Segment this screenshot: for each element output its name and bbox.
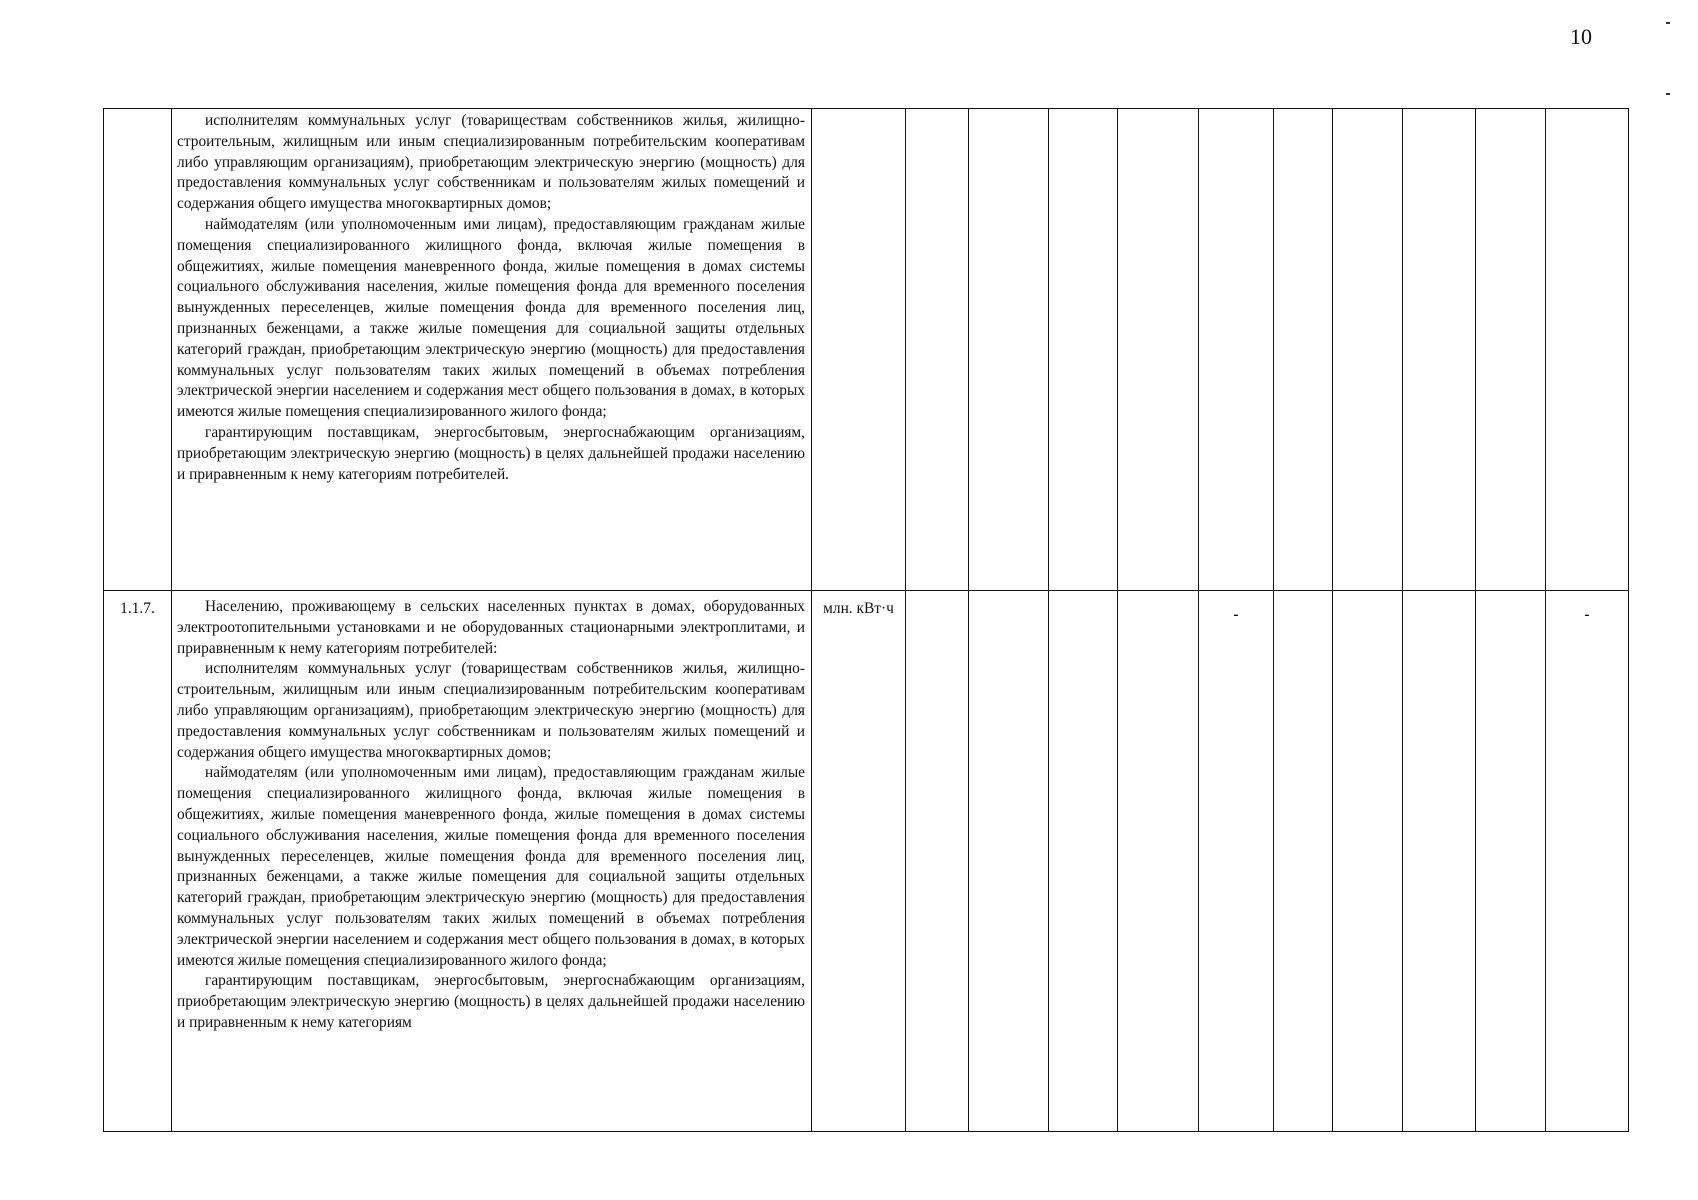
paragraph: гарантирующим поставщикам, энергосбытовым, энергоснабжающим организациям, приобретающим электрическую энергию (мощность) в целях дальнейшей продажи населению и приравненным к нему категориям <box>177 972 805 1031</box>
row-description <box>172 591 812 1132</box>
unit-cell: млн. кВт·ч <box>812 591 906 1132</box>
unit-cell <box>812 109 906 591</box>
scan-mark <box>1666 22 1670 24</box>
value-cell <box>1118 591 1199 1132</box>
paragraph: Населению, проживающему в сельских населенных пунктах в домах, оборудованных электроотопительными установками и не оборудованных стационарными электроплитами, и приравненным к нему категориям потребителей: <box>177 598 805 657</box>
value-cell <box>1476 109 1546 591</box>
scan-mark <box>1666 93 1670 95</box>
paragraph: гарантирующим поставщикам, энергосбытовым, энергоснабжающим организациям, приобретающим электрическую энергию (мощность) в целях дальнейшей продажи населению и приравненным к нему категориям потребителей. <box>177 423 805 483</box>
value-cell <box>969 591 1049 1132</box>
value-cell <box>1049 591 1118 1132</box>
value-cell <box>969 109 1049 591</box>
page-number: 10 <box>1570 24 1592 49</box>
value-cell <box>1333 109 1403 591</box>
value-cell <box>1199 109 1274 591</box>
value-cell <box>1118 109 1199 591</box>
value-cell <box>906 591 969 1132</box>
tariff-table <box>103 108 1629 1132</box>
paragraph: исполнителям коммунальных услуг (товариществам собственников жилья, жилищно-строительным, жилищным или иным специализированным потребительским кооперативам либо управляющим организациям), приобретающим электрическую энергию (мощность) для предоставления коммунальных услуг собственникам и пользователям жилых помещений и содержания общего имущества многоквартирных домов; <box>177 112 805 213</box>
paragraph: наймодателям (или уполномоченным ими лицам), предоставляющим гражданам жилые помещения специализированного жилищного фонда, включая жилые помещения в общежитиях, жилые помещения маневренного фонда, жилые помещения в домах системы социального обслуживания населения, жилые помещения фонда для временного поселения вынужденных переселенцев, жилые помещения фонда для временного поселения лиц, признанных беженцами, а также жилые помещения для социальной защиты отдельных категорий граждан, приобретающим электрическую энергию (мощность) для предоставления коммунальных услуг пользователям таких жилых помещений в объемах потребления электрической энергии населением и содержания мест общего пользования в домах, в которых имеются жилые помещения специализированного жилого фонда; <box>177 764 805 969</box>
value-cell <box>1274 109 1333 591</box>
value-cell <box>906 109 969 591</box>
value-cell <box>1333 591 1403 1132</box>
paragraph: наймодателям (или уполномоченным ими лицам), предоставляющим гражданам жилые помещения специализированного жилищного фонда, включая жилые помещения в общежитиях, жилые помещения маневренного фонда, жилые помещения в домах системы социального обслуживания населения, жилые помещения фонда для временного поселения вынужденных переселенцев, жилые помещения фонда для временного поселения лиц, признанных беженцами, а также жилые помещения для социальной защиты отдельных категорий граждан, приобретающим электрическую энергию (мощность) для предоставления коммунальных услуг пользователям таких жилых помещений в объемах потребления электрической энергии населением и содержания мест общего пользования в домах, в которых имеются жилые помещения специализированного жилого фонда; <box>177 215 805 421</box>
row-number: 1.1.7. <box>104 591 172 1132</box>
value-cell <box>1546 109 1629 591</box>
paragraph: исполнителям коммунальных услуг (товариществам собственников жилья, жилищно-строительным, жилищным или иным специализированным потребительским кооперативам либо управляющим организациям), приобретающим электрическую энергию (мощность) для предоставления коммунальных услуг собственникам и пользователям жилых помещений и содержания общего имущества многоквартирных домов; <box>177 660 805 761</box>
value-cell: - <box>1199 591 1274 1132</box>
table-row <box>104 109 1629 591</box>
value-cell <box>1049 109 1118 591</box>
table-row <box>104 591 1629 1132</box>
value-cell <box>1274 591 1333 1132</box>
value-cell <box>1403 591 1476 1132</box>
value-cell: - <box>1546 591 1629 1132</box>
row-description <box>172 109 812 591</box>
value-cell <box>1476 591 1546 1132</box>
value-cell <box>1403 109 1476 591</box>
row-number <box>104 109 172 591</box>
